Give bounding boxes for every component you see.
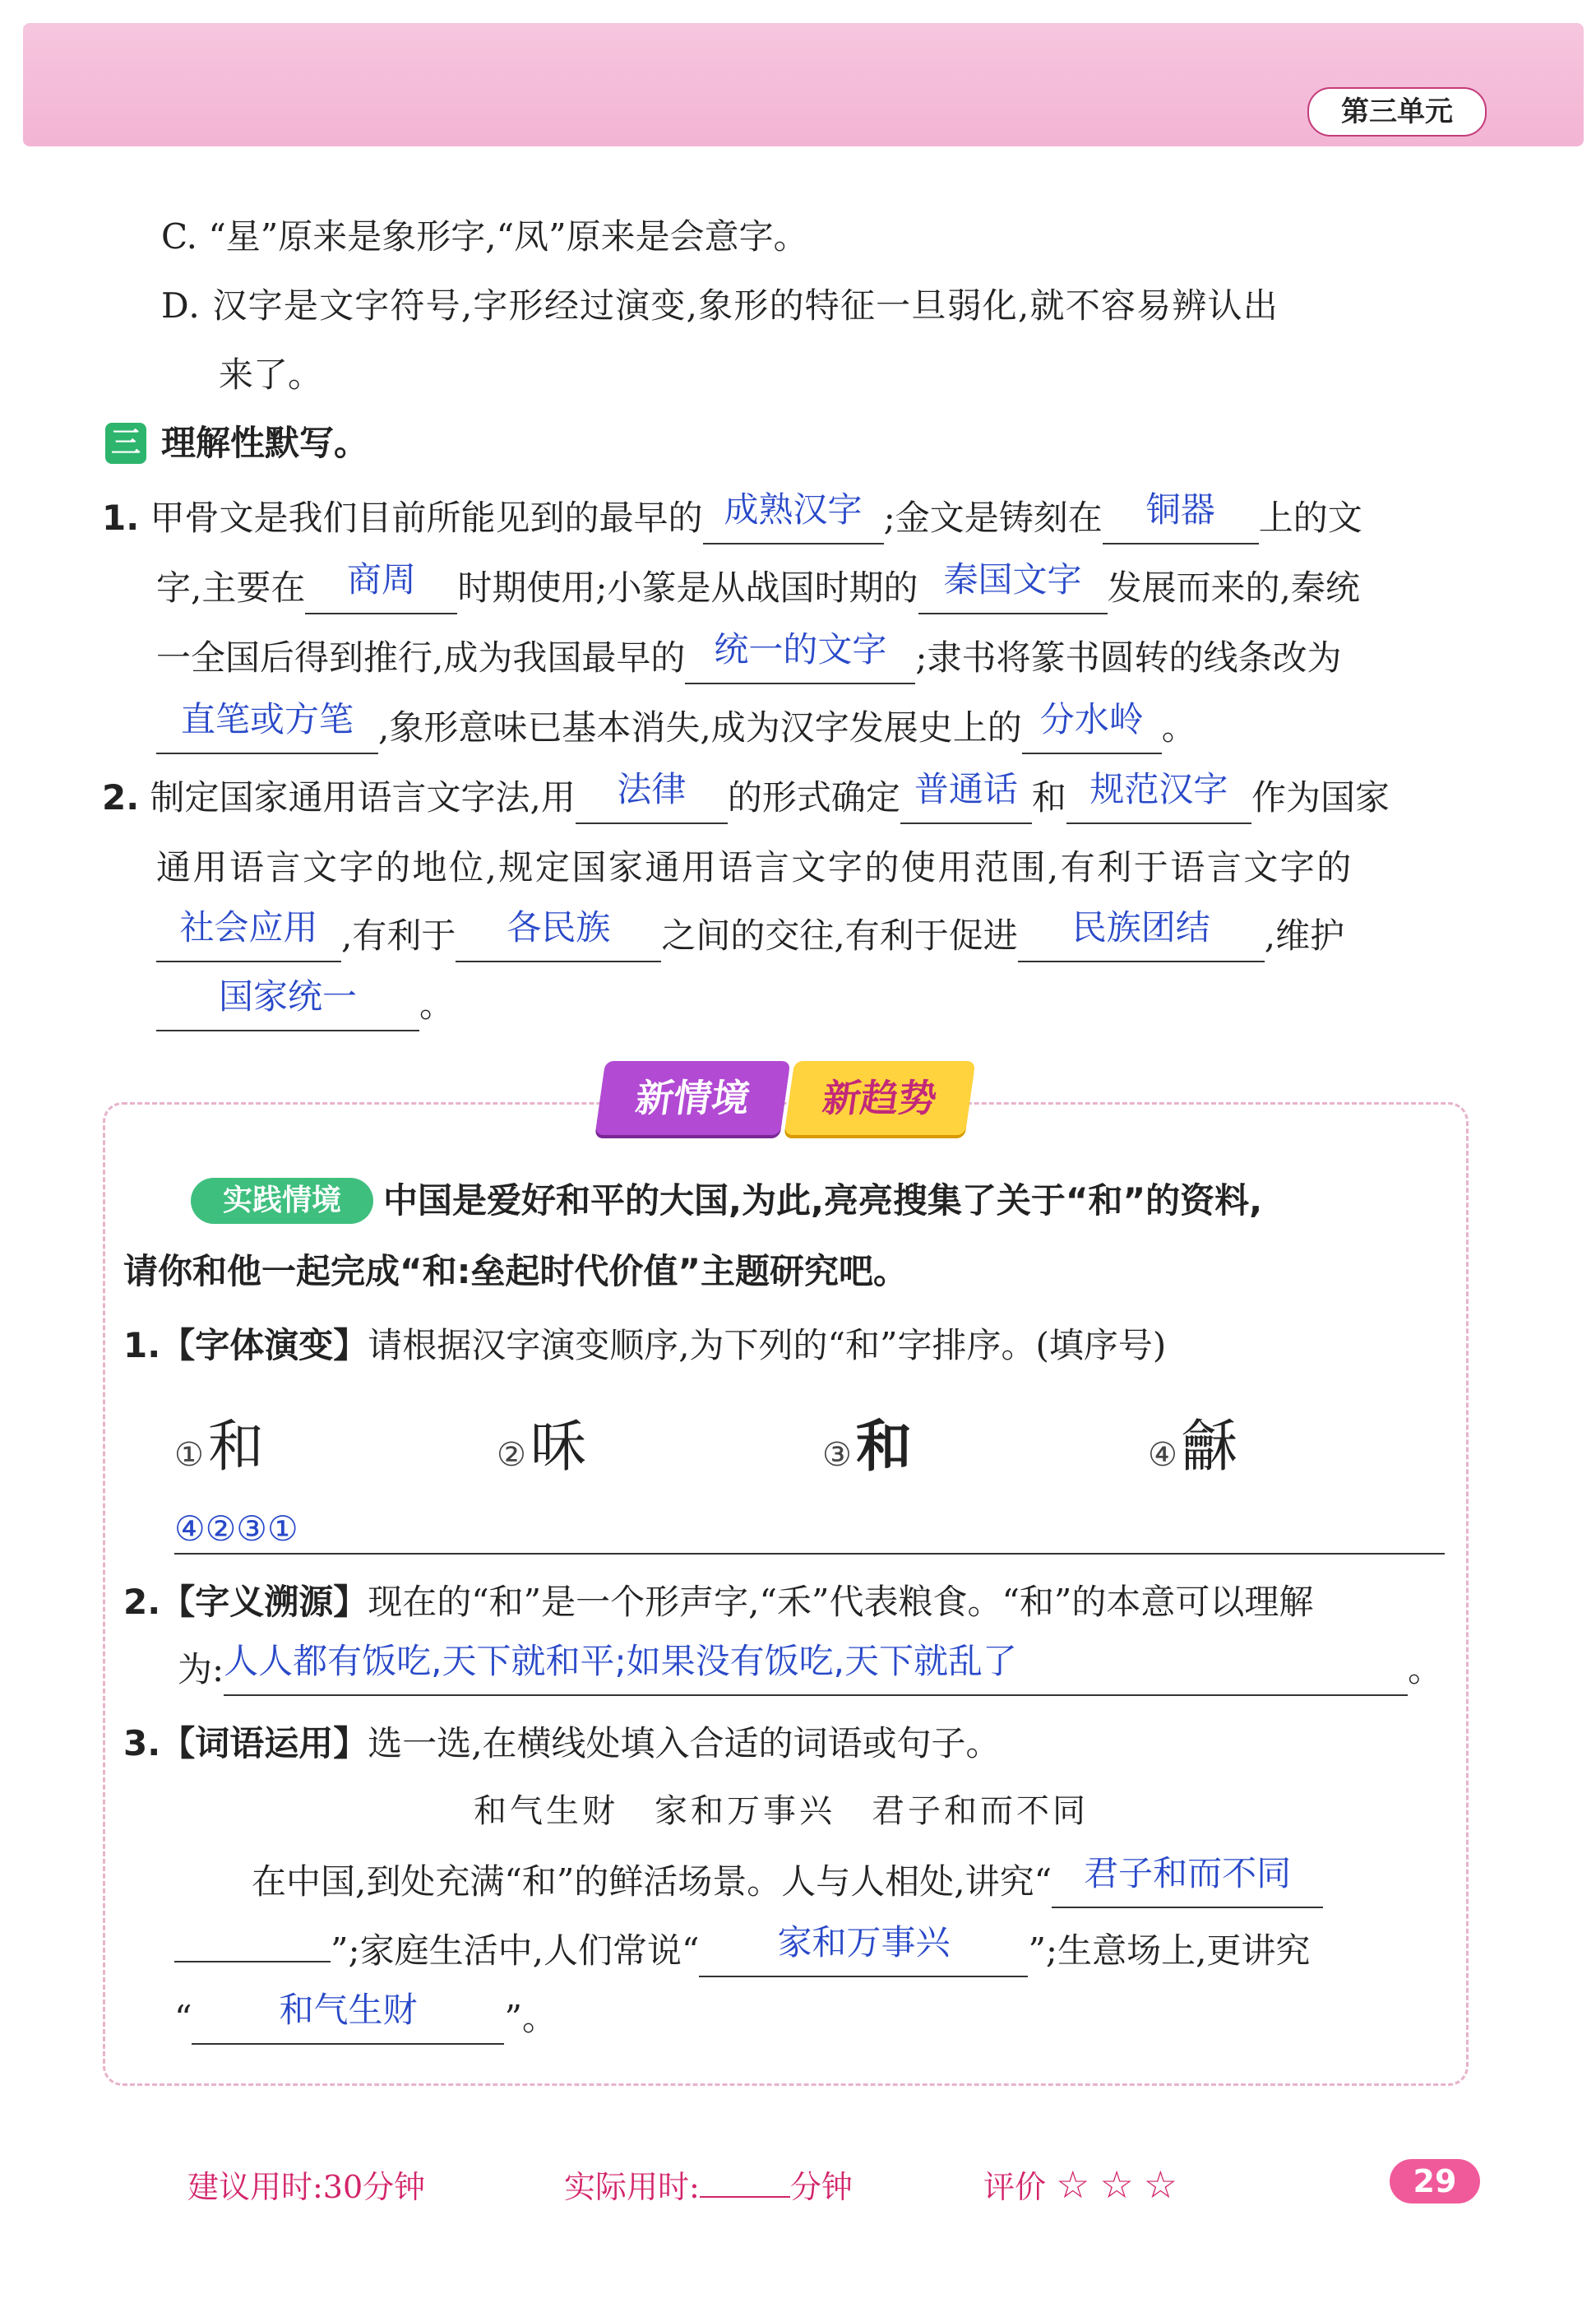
hanzi-glyph: 龢 xyxy=(1181,1415,1237,1480)
item-mark: ② xyxy=(497,1436,526,1474)
answer-text: 铜器 xyxy=(1145,489,1215,530)
question-number: 2. xyxy=(102,777,140,818)
answer-blank[interactable] xyxy=(156,976,419,1031)
question-text: ”。 xyxy=(504,1998,557,2038)
question-text: 和 xyxy=(1031,777,1066,818)
question-text: ,象形意味已基本消失,成为汉字发展史上的 xyxy=(378,707,1022,748)
answer-text: 人人都有饭吃,天下就和平;如果没有饭吃,天下就乱了 xyxy=(224,1641,1018,1681)
question-text: 请根据汉字演变顺序,为下列的“和”字排序。(填序号) xyxy=(368,1325,1167,1365)
word-choices: 和气生财 家和万事兴 君子和而不同 xyxy=(474,1792,1089,1830)
answer-text: 法律 xyxy=(617,769,687,809)
p-q3-line1 xyxy=(252,1853,1323,1908)
p-q3-stem xyxy=(123,1719,1001,1768)
question-text: 一全国后得到推行,成为我国最早的 xyxy=(156,637,686,678)
s3-q2-line3 xyxy=(156,907,1345,962)
practice-tag: 实践情境 xyxy=(191,1178,373,1224)
glyph-item-2 xyxy=(497,1402,586,1482)
suggested-time: 建议用时:30分钟 xyxy=(187,2169,426,2205)
question-number: 2. xyxy=(123,1582,161,1622)
s3-q2-line4 xyxy=(156,976,455,1031)
answer-text: 民族团结 xyxy=(1071,907,1210,948)
answer-text: 规范汉字 xyxy=(1089,769,1228,809)
answer-blank[interactable] xyxy=(1103,489,1259,544)
option-d-line2: 来了。 xyxy=(219,354,323,395)
answer-blank[interactable] xyxy=(699,1922,1028,1977)
section-title: 理解性默写。 xyxy=(161,423,369,463)
answer-text: 直笔或方笔 xyxy=(180,699,354,739)
question-text: ,有利于 xyxy=(341,915,456,956)
p-q2-stem xyxy=(123,1578,1313,1627)
glyph-item-4 xyxy=(1148,1402,1237,1482)
answer-text: 国家统一 xyxy=(218,976,357,1017)
question-text: 时期使用;小篆是从战国时期的 xyxy=(457,568,918,608)
s3-q1-line3 xyxy=(156,629,1342,684)
actual-time-label: 实际用时: xyxy=(564,2169,700,2205)
p-q3-line2 xyxy=(174,1922,1311,1977)
answer-blank[interactable] xyxy=(703,489,884,544)
item-mark: ③ xyxy=(822,1436,852,1474)
question-text: 选一选,在横线处填入合适的词语或句子。 xyxy=(368,1723,1001,1763)
question-label: 【字义溯源】 xyxy=(160,1582,368,1622)
question-text: 。 xyxy=(419,985,455,1025)
question-number: 1. xyxy=(102,498,140,538)
actual-time xyxy=(564,2162,853,2207)
question-text: 甲骨文是我们目前所能见到的最早的 xyxy=(150,498,703,538)
answer-text: 和气生财 xyxy=(279,1990,418,2030)
star-icon[interactable]: ☆ xyxy=(1143,2162,1178,2207)
question-text: ;金文是铸刻在 xyxy=(883,498,1103,538)
practice-intro-line1: 中国是爱好和平的大国,为此,亮亮搜集了关于“和”的资料, xyxy=(383,1180,1263,1221)
question-text: 。 xyxy=(1408,1649,1443,1689)
rating-label: 评价 xyxy=(983,2169,1047,2205)
question-text: 制定国家通用语言文字法,用 xyxy=(150,777,576,818)
question-label: 【字体演变】 xyxy=(160,1325,368,1365)
question-text: 之间的交往,有利于促进 xyxy=(661,915,1018,956)
hanzi-glyph: 和 xyxy=(207,1415,264,1480)
question-text: 发展而来的,秦统 xyxy=(1107,568,1360,608)
answer-blank[interactable] xyxy=(918,559,1108,614)
p-q3-line3 xyxy=(174,1990,557,2045)
p-q2-answer-line xyxy=(178,1641,1443,1696)
s3-q1-line1 xyxy=(102,489,1362,544)
answer-blank[interactable] xyxy=(900,769,1032,824)
s3-q1-line2 xyxy=(156,559,1360,614)
answer-blank[interactable] xyxy=(1052,1853,1323,1908)
answer-blank[interactable] xyxy=(1066,769,1251,824)
rating xyxy=(983,2162,1177,2207)
unit-badge: 第三单元 xyxy=(1307,87,1487,137)
practice-intro-line2: 请你和他一起完成“和:垒起时代价值”主题研究吧。 xyxy=(123,1251,909,1291)
option-c: C. “星”原来是象形字,“凤”原来是会意字。 xyxy=(161,216,808,257)
answer-blank[interactable] xyxy=(156,907,341,962)
answer-blank[interactable] xyxy=(224,1641,1408,1696)
answer-text: 商周 xyxy=(346,559,416,600)
question-text: ,维护 xyxy=(1264,915,1345,956)
p-q1-stem xyxy=(123,1321,1166,1370)
answer-text: 普通话 xyxy=(914,769,1018,809)
question-text: 作为国家 xyxy=(1251,777,1390,818)
item-mark: ① xyxy=(174,1436,204,1474)
question-text: 上的文 xyxy=(1258,498,1362,538)
question-text: ;隶书将篆书圆转的线条改为 xyxy=(915,637,1342,678)
answer-blank[interactable] xyxy=(456,907,661,962)
banner-new-context: 新情境 xyxy=(595,1061,791,1135)
question-text: 现在的“和”是一个形声字,“禾”代表粮食。“和”的本意可以理解 xyxy=(368,1582,1314,1622)
question-text: ”;生意场上,更讲究 xyxy=(1028,1930,1311,1971)
banner-new-trend: 新趋势 xyxy=(784,1061,976,1135)
answer-blank-continued[interactable] xyxy=(174,1961,331,1962)
question-text: 字,主要在 xyxy=(156,568,306,608)
question-text: “ xyxy=(174,1998,192,2038)
star-icon[interactable]: ☆ xyxy=(1099,2162,1134,2207)
item-mark: ④ xyxy=(1148,1436,1177,1474)
answer-text: 分水岭 xyxy=(1039,699,1144,739)
answer-text: 君子和而不同 xyxy=(1084,1853,1292,1893)
option-d-line1: D. 汉字是文字符号,字形经过演变,象形的特征一旦弱化,就不容易辨认出 xyxy=(161,285,1279,326)
glyph-item-3 xyxy=(822,1402,912,1482)
answer-blank[interactable] xyxy=(1018,907,1265,962)
answer-text: 社会应用 xyxy=(179,907,318,948)
s3-q1-line4 xyxy=(156,699,1196,754)
star-icon[interactable]: ☆ xyxy=(1056,2162,1090,2207)
question-number: 1. xyxy=(123,1325,161,1365)
answer-text: ④②③① xyxy=(174,1508,298,1549)
s3-q2-line2: 通用语言文字的地位,规定国家通用语言文字的使用范围,有利于语言文字的 xyxy=(156,847,1353,887)
answer-text: 秦国文字 xyxy=(943,559,1082,600)
answer-blank[interactable] xyxy=(305,559,457,614)
answer-text: 家和万事兴 xyxy=(777,1922,951,1962)
hanzi-glyph: 和 xyxy=(855,1414,912,1480)
answer-text: 统一的文字 xyxy=(714,629,887,670)
question-text: 在中国,到处充满“和”的鲜活场景。人与人相处,讲究“ xyxy=(252,1861,1052,1902)
question-text: 。 xyxy=(1161,707,1196,748)
minute-label: 分钟 xyxy=(789,2169,853,2205)
actual-time-input[interactable] xyxy=(700,2196,790,2198)
question-label: 【词语运用】 xyxy=(160,1723,368,1763)
question-text: 为: xyxy=(178,1649,224,1689)
s3-q2-line1 xyxy=(102,769,1390,824)
answer-blank[interactable] xyxy=(685,629,915,684)
answer-blank[interactable] xyxy=(156,699,378,754)
answer-blank[interactable] xyxy=(192,1990,504,2045)
answer-text: 成熟汉字 xyxy=(724,489,863,530)
question-number: 3. xyxy=(123,1723,161,1763)
question-text: ”;家庭生活中,人们常说“ xyxy=(331,1930,700,1971)
answer-blank[interactable] xyxy=(174,1505,1445,1555)
section-number-icon: 三 xyxy=(105,423,146,464)
question-text: 的形式确定 xyxy=(727,777,900,818)
glyph-item-1 xyxy=(174,1402,264,1482)
page-number: 29 xyxy=(1390,2159,1480,2203)
answer-blank[interactable] xyxy=(576,769,728,824)
answer-blank[interactable] xyxy=(1022,699,1162,754)
answer-text: 各民族 xyxy=(507,907,611,948)
hanzi-glyph: 咊 xyxy=(530,1415,586,1480)
